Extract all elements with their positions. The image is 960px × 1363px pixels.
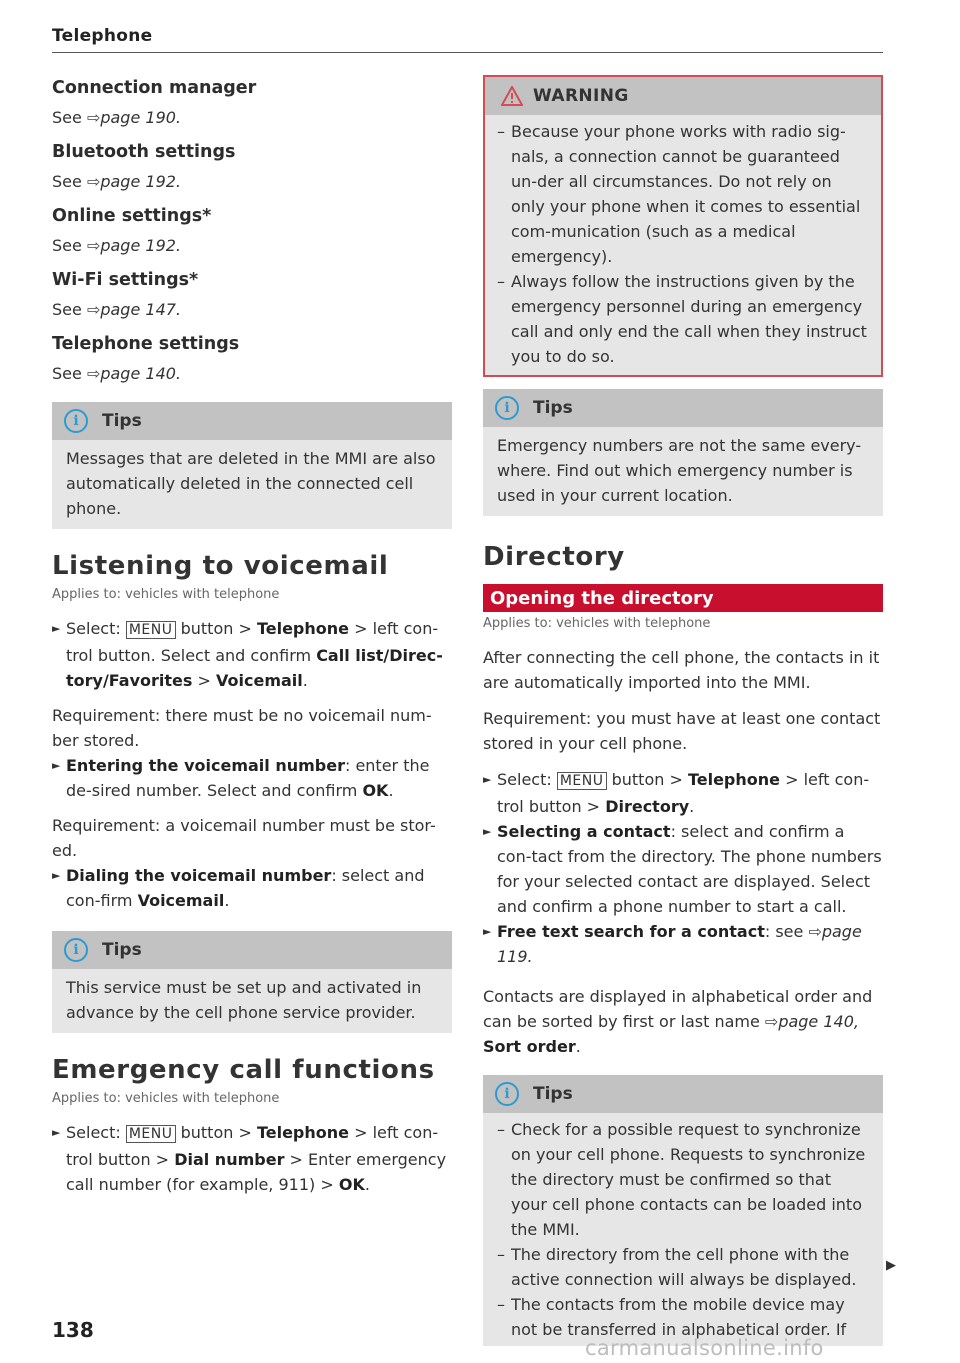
paragraph-connecting: After connecting the cell phone, the contacts in it are automatically imported into the MMI. (483, 648, 880, 692)
applies-to-voicemail: Applies to: vehicles with telephone (52, 587, 280, 602)
heading-telephone-settings: Telephone settings (52, 334, 240, 354)
page-ref-link[interactable]: page 192. (100, 172, 182, 191)
step-entering-voicemail: ► Entering the voicemail number: enter the de-sired number. Select and confirm OK. (52, 753, 452, 803)
paragraph-requirement-contact: Requirement: you must have at least one contact stored in your cell phone. (483, 709, 881, 753)
see-online-settings: See ⇨page 192. (52, 236, 182, 255)
tips-item: – The directory from the cell phone with the active connection will always be displayed. (497, 1245, 857, 1289)
applies-to-directory: Applies to: vehicles with telephone (483, 616, 711, 631)
ref-arrow-icon: ⇨ (86, 236, 101, 255)
step-marker-icon: ► (483, 773, 492, 786)
page-ref-link[interactable]: page 190. (100, 108, 182, 127)
tips-header (52, 402, 452, 440)
tips-header (483, 1075, 883, 1113)
tips-box-messages (52, 402, 452, 529)
tips-box-directory (483, 1075, 883, 1346)
info-icon: i (495, 1082, 519, 1106)
ref-arrow-icon: ⇨ (764, 1012, 779, 1031)
step-selecting-contact: ► Selecting a contact: select and confirm a con-tact from the directory. The phone numbers for your selected contact are displayed. Select and confirm a phone number to start a call. (483, 819, 883, 919)
heading-listening-voicemail: Listening to voicemail (52, 551, 389, 581)
step-dialing-voicemail: ► Dialing the voicemail number: select and con-firm Voicemail. (52, 863, 452, 913)
tips-item: – The contacts from the mobile device may not be transferred in alphabetical order. If (497, 1295, 847, 1339)
step-marker-icon: ► (52, 759, 61, 772)
heading-emergency-call: Emergency call functions (52, 1055, 435, 1085)
ref-arrow-icon: ⇨ (86, 364, 101, 383)
step-marker-icon: ► (52, 869, 61, 882)
tips-text: Emergency numbers are not the same every-where. Find out which emergency number is used in your current location. (497, 436, 862, 505)
menu-key: MENU (126, 621, 176, 639)
ref-arrow-icon: ⇨ (86, 108, 101, 127)
tips-title: Tips (533, 1084, 573, 1104)
tips-box-service (52, 931, 452, 1033)
applies-to-emergency: Applies to: vehicles with telephone (52, 1091, 280, 1106)
see-wifi-settings: See ⇨page 147. (52, 300, 182, 319)
page-ref-link[interactable]: page 140. (100, 364, 182, 383)
step-select-voicemail: ► Select: MENU button > Telephone > left con-trol button. Select and confirm Call list/Direc-tory/Favorites > Voicemail. (52, 616, 452, 693)
tips-text: Messages that are deleted in the MMI are also automatically deleted in the connected cell phone. (66, 449, 436, 518)
menu-key: MENU (126, 1125, 176, 1143)
watermark: carmanualsonline.info (585, 1336, 824, 1360)
warning-item: – Always follow the instructions given by the emergency personnel during an emergency call and only end the call when they instruct you to do so. (497, 272, 867, 366)
tips-title: Tips (102, 940, 142, 960)
info-icon: i (495, 396, 519, 420)
step-marker-icon: ► (483, 925, 492, 938)
step-select-directory: ► Select: MENU button > Telephone > left con-trol button > Directory. (483, 767, 883, 819)
subheading-opening-directory: Opening the directory (483, 584, 883, 612)
page-number: 138 (52, 1318, 94, 1342)
see-bluetooth-settings: See ⇨page 192. (52, 172, 182, 191)
info-icon: i (64, 938, 88, 962)
page-header (52, 26, 883, 53)
heading-directory: Directory (483, 542, 625, 572)
section-title: Telephone (52, 26, 153, 46)
heading-bluetooth-settings: Bluetooth settings (52, 142, 236, 162)
tips-header (483, 389, 883, 427)
page-ref-link[interactable]: page 147. (100, 300, 182, 319)
left-column (52, 75, 452, 1197)
step-select-emergency: ► Select: MENU button > Telephone > left con-trol button > Dial number > Enter emergency call number (for example, 911) > OK. (52, 1120, 452, 1197)
tips-title: Tips (533, 398, 573, 418)
paragraph-alphabetical: Contacts are displayed in alphabetical order and can be sorted by first or last name ⇨page 140, Sort order. (483, 987, 873, 1056)
ref-arrow-icon: ⇨ (808, 922, 822, 941)
warning-title: WARNING (533, 86, 629, 106)
warning-item: – Because your phone works with radio sig-nals, a connection cannot be guaranteed un-der all circumstances. Do not rely on only your phone when it comes to essential com-munication (such as a medical emergency). (497, 122, 861, 266)
requirement-no-voicemail: Requirement: there must be no voicemail num-ber stored. (52, 706, 432, 750)
page-ref-link[interactable]: page 140, (778, 1012, 859, 1031)
step-free-text-search: ► Free text search for a contact: see ⇨page 119. (483, 919, 883, 969)
step-marker-icon: ► (52, 1126, 61, 1139)
page-ref-link[interactable]: page 119. (497, 922, 862, 966)
step-marker-icon: ► (52, 622, 61, 635)
warning-body (485, 115, 881, 375)
heading-online-settings: Online settings* (52, 206, 212, 226)
heading-wifi-settings: Wi-Fi settings* (52, 270, 199, 290)
warning-triangle-icon (501, 86, 523, 106)
see-telephone-settings: See ⇨page 140. (52, 364, 182, 383)
tips-box-emergency-numbers (483, 389, 883, 516)
menu-key: MENU (557, 772, 607, 790)
see-connection-manager: See ⇨page 190. (52, 108, 182, 127)
page-ref-link[interactable]: page 192. (100, 236, 182, 255)
tips-item: – Check for a possible request to synchronize on your cell phone. Requests to synchronize the directory must be confirmed so that your cell phone contacts can be loaded into the MMI. (497, 1120, 866, 1239)
tips-body (483, 1113, 883, 1346)
requirement-stored-voicemail: Requirement: a voicemail number must be stor-ed. (52, 816, 436, 860)
step-marker-icon: ► (483, 825, 492, 838)
tips-title: Tips (102, 411, 142, 431)
warning-box (483, 75, 883, 377)
ref-arrow-icon: ⇨ (86, 300, 101, 319)
heading-connection-manager: Connection manager (52, 78, 257, 98)
ref-arrow-icon: ⇨ (86, 172, 101, 191)
tips-text: This service must be set up and activated in advance by the cell phone service provider. (66, 978, 422, 1022)
right-column (483, 75, 883, 1346)
warning-header (485, 77, 881, 115)
info-icon: i (64, 409, 88, 433)
settings-list (52, 75, 452, 386)
tips-header (52, 931, 452, 969)
continue-arrow-icon: ▶ (886, 1258, 896, 1273)
